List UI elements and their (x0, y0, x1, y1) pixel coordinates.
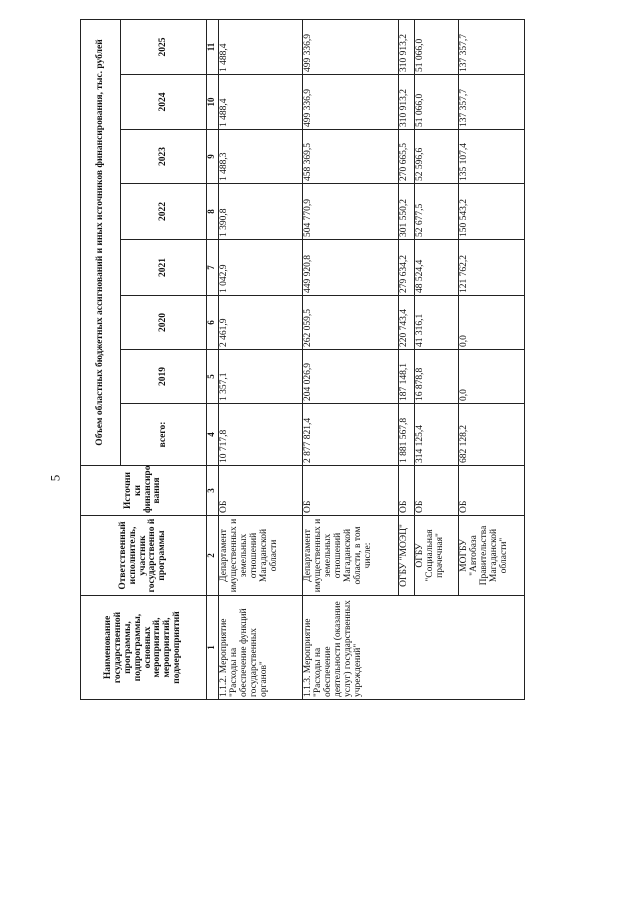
header-year: 2019 (121, 350, 207, 404)
row-value: 499 336,9 (303, 75, 399, 130)
row-source: ОБ (415, 466, 459, 516)
row-value: 51 066,0 (415, 75, 459, 130)
col-number: 9 (207, 130, 219, 184)
row-value: 310 913,2 (399, 19, 415, 74)
row-executor: Департамент имущественных и земельных отношений Магаданской области, в том числе: (303, 516, 399, 596)
row-value: 301 550,2 (399, 184, 415, 240)
row-value: 499 336,9 (303, 19, 399, 74)
row-value: 449 920,8 (303, 240, 399, 296)
header-year: 2023 (121, 130, 207, 184)
row-value: 187 148,1 (399, 350, 415, 404)
col-number: 1 (207, 596, 219, 700)
row-source: ОБ (399, 466, 415, 516)
rotated-page (80, 20, 520, 700)
row-value: 314 125,4 (415, 404, 459, 466)
row-value: 41 316,1 (415, 296, 459, 350)
header-year: 2024 (121, 75, 207, 130)
row-value: 121 762,2 (459, 240, 525, 296)
row-value: 458 369,5 (303, 130, 399, 184)
header-year: 2025 (121, 19, 207, 74)
row-value: 16 878,8 (415, 350, 459, 404)
col-number: 8 (207, 184, 219, 240)
row-value: 1 881 567,8 (399, 404, 415, 466)
header-source: Источни ки финансиро вания (81, 466, 207, 516)
row-value: 220 743,4 (399, 296, 415, 350)
col-number: 3 (207, 466, 219, 516)
row-value: 48 524,4 (415, 240, 459, 296)
col-number: 11 (207, 19, 219, 74)
funding-table-wrapper (80, 20, 520, 700)
col-number: 2 (207, 516, 219, 596)
row-value: 1 488,4 (219, 75, 303, 130)
header-year: 2022 (121, 184, 207, 240)
row-value: 0,0 (459, 296, 525, 350)
header-year: 2021 (121, 240, 207, 296)
row-value: 10 717,8 (219, 404, 303, 466)
row-value: 279 634,2 (399, 240, 415, 296)
funding-table (80, 19, 525, 700)
header-funding-group: Объем областных бюджетных ассигнований и иных источников финансирования, тыс. рублей (81, 19, 121, 465)
row-value: 1 390,8 (219, 184, 303, 240)
row-value: 1 042,9 (219, 240, 303, 296)
row-value: 137 357,7 (459, 75, 525, 130)
row-value: 1 488,4 (219, 19, 303, 74)
row-value: 1 488,3 (219, 130, 303, 184)
col-number: 6 (207, 296, 219, 350)
row-value: 0,0 (459, 350, 525, 404)
row-value: 137 357,7 (459, 19, 525, 74)
row-value: 504 770,9 (303, 184, 399, 240)
header-executor: Ответственный исполнитель, участник государственно й программы (81, 516, 207, 596)
row-executor: ОГБУ "МОЭЦ" (399, 516, 415, 596)
col-number: 5 (207, 350, 219, 404)
row-value: 51 066,0 (415, 19, 459, 74)
page-number: 5 (47, 474, 63, 482)
row-name: 1.1.3. Мероприятие "Расходы на обеспечение деятельности (оказание услуг) государственных учреждений" (303, 596, 525, 700)
row-source: ОБ (303, 466, 399, 516)
row-value: 310 913,2 (399, 75, 415, 130)
row-value: 262 059,5 (303, 296, 399, 350)
row-value: 270 665,5 (399, 130, 415, 184)
row-value: 2 461,9 (219, 296, 303, 350)
row-name: 1.1.2. Мероприятие "Расходы на обеспечение функций государственных органов" (219, 596, 303, 700)
col-number: 7 (207, 240, 219, 296)
row-source: ОБ (219, 466, 303, 516)
col-number: 4 (207, 404, 219, 466)
row-value: 204 026,9 (303, 350, 399, 404)
row-value: 1 357,1 (219, 350, 303, 404)
header-year: 2020 (121, 296, 207, 350)
row-value: 52 677,5 (415, 184, 459, 240)
row-executor: Департамент имущественных и земельных отношений Магаданской области (219, 516, 303, 596)
row-executor: ОГБУ "Социальная прачечная" (415, 516, 459, 596)
table-row (219, 19, 303, 699)
row-value: 150 543,2 (459, 184, 525, 240)
header-year: всего: (121, 404, 207, 466)
header-name: Наименование государственной программы, подпрограммы, основных мероприятий, мероприятий, подмероприятий (81, 596, 207, 700)
col-number: 10 (207, 75, 219, 130)
row-executor: МОГБУ "Автобаза Правительства Магаданской области" (459, 516, 525, 596)
row-value: 682 128,2 (459, 404, 525, 466)
table-row (303, 19, 399, 699)
row-value: 135 107,4 (459, 130, 525, 184)
row-source: ОБ (459, 466, 525, 516)
row-value: 52 596,6 (415, 130, 459, 184)
row-value: 2 877 821,4 (303, 404, 399, 466)
